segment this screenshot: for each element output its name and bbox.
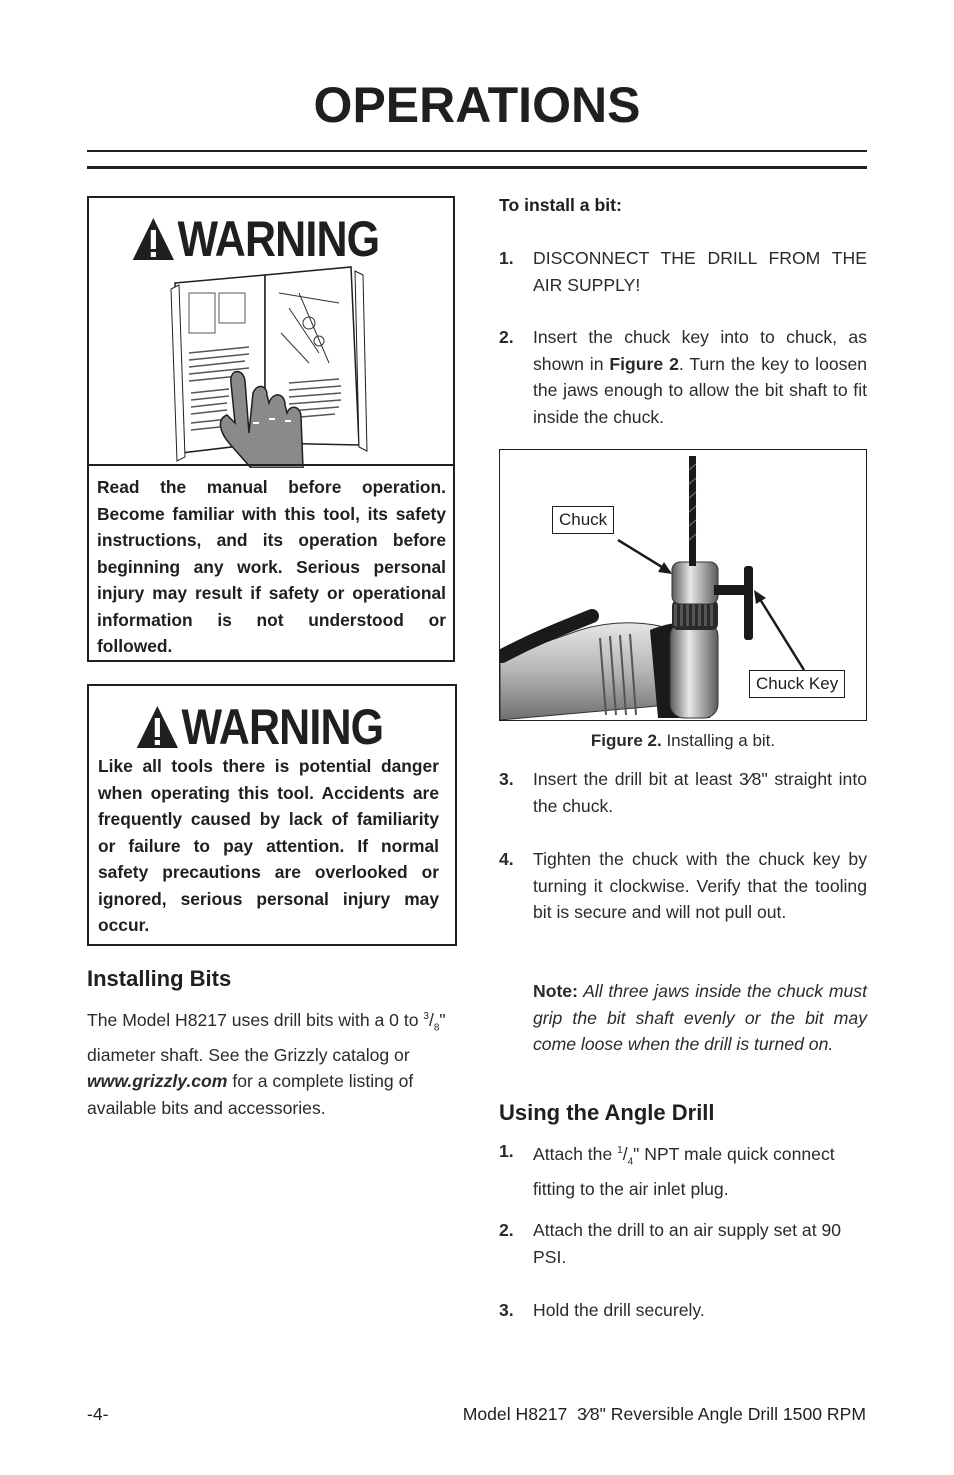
warning-divider [89,464,453,466]
figure-2-reference: Figure 2 [609,353,679,374]
warning-box-danger [87,684,457,946]
warning-triangle-icon [131,216,176,262]
warning-banner-text: WARNING [181,699,384,755]
footer-model: Model H8217 3⁄8" Reversible Angle Drill 1500 RPM [462,1404,866,1424]
figure-2-caption: Figure 2. Installing a bit. [590,731,776,750]
warning-banner [131,210,379,268]
warning-banner [135,698,383,756]
install-note: Note: All three jaws inside the chuck must grip the bit shaft evenly or the bit may come loose when the drill is turned on. [533,981,867,1054]
warning-text-manual: Read the manual before operation. Become familiar with this tool, its safety instructions, and its operation before beginning any work. Serious personal injury may result if safety or operational information is not understood or followed. [97,477,446,656]
installing-bits-heading: Installing Bits [87,966,232,991]
installing-bits-paragraph: The Model H8217 uses drill bits with a 0 to $^3/_8$" diameter shaft. See the Grizzly catalog or www.grizzly.com for a complete listing of available bits and accessories. [87,1009,446,1118]
install-bit-heading: To install a bit: [499,195,622,215]
manual-reading-hand-icon [169,263,369,468]
callout-chuck: Chuck [552,506,614,534]
warning-banner-text: WARNING [177,211,380,267]
title-rule-top [87,150,867,152]
grizzly-link[interactable]: www.grizzly.com [87,1071,228,1092]
page-number: -4- [87,1404,109,1424]
page-title: OPERATIONS [313,77,641,133]
figure-2-photo [499,449,867,721]
using-angle-drill-heading: Using the Angle Drill [499,1100,715,1125]
callout-chuck-key: Chuck Key [749,670,845,698]
warning-box-manual [87,196,455,662]
warning-text-danger: Like all tools there is potential danger when operating this tool. Accidents are frequently caused by lack of familiarity or failure to pay attention. If normal safety precautions are overlooked or ignored, serious personal injury may occur. [98,756,439,935]
title-rule-bottom [87,166,867,169]
warning-triangle-icon [135,704,180,750]
